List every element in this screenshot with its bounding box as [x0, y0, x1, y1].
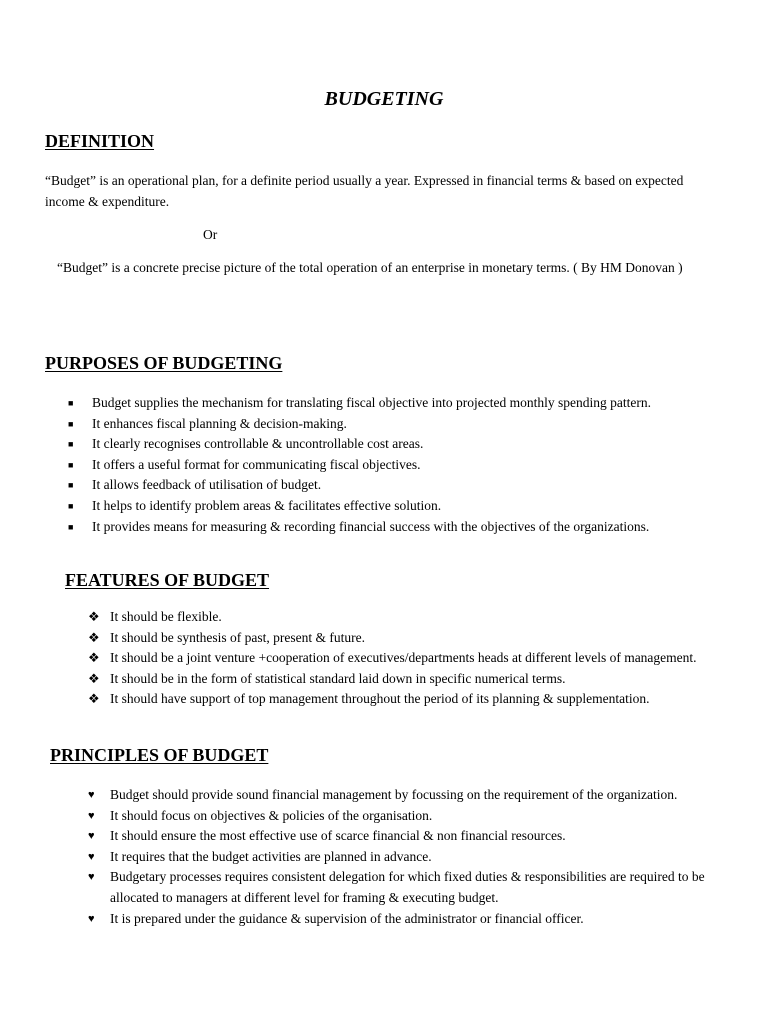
diamond-bullet-icon: ❖: [88, 609, 100, 624]
purposes-heading: PURPOSES OF BUDGETING: [45, 353, 283, 373]
list-item-text: It requires that the budget activities are planned in advance.: [110, 848, 432, 864]
heart-bullet-icon: ♥: [88, 850, 95, 863]
list-item: [68, 434, 748, 455]
diamond-bullet-icon: ❖: [88, 650, 100, 666]
purposes-list: [68, 393, 748, 537]
definition-heading: DEFINITION: [45, 131, 155, 151]
list-item: [88, 847, 728, 868]
square-bullet-icon: ■: [68, 521, 74, 532]
list-item: [88, 648, 728, 669]
list-item: [88, 867, 728, 908]
square-bullet-icon: ■: [68, 500, 74, 511]
list-item-text: It should have support of top management throughout the period of its planning & supplementation.: [110, 691, 650, 707]
list-item: [68, 393, 748, 414]
list-item: [88, 689, 728, 710]
or-text: Or: [203, 227, 218, 242]
diamond-bullet-icon: ❖: [88, 629, 100, 645]
features-list: [88, 607, 728, 710]
list-item-text: Budgetary processes requires consistent delegation for which fixed duties & responsibilities are required to be allocated to managers at different level for framing & executing budget.: [110, 869, 705, 905]
list-item-text: It allows feedback of utilisation of budget.: [92, 477, 322, 493]
heart-bullet-icon: ♥: [88, 912, 95, 925]
features-heading: FEATURES OF BUDGET: [65, 570, 270, 590]
list-item-text: It is prepared under the guidance & supervision of the administrator or financial officer.: [110, 910, 584, 926]
heart-bullet-icon: ♥: [88, 871, 95, 884]
list-item-text: It should ensure the most effective use of scarce financial & non financial resources.: [110, 828, 566, 844]
page-title: BUDGETING: [324, 88, 444, 110]
list-item-text: Budget should provide sound financial management by focussing on the requirement of the organization.: [110, 787, 678, 802]
list-item: [68, 496, 748, 517]
diamond-bullet-icon: ❖: [88, 670, 100, 686]
heart-bullet-icon: ♥: [88, 789, 95, 801]
definition-alt-paragraph: “Budget” is a concrete precise picture of the total operation of an enterprise in monetary terms. ( By HM Donovan ): [57, 260, 683, 275]
list-item: [88, 628, 728, 649]
principles-list: [88, 785, 728, 929]
list-item: [88, 826, 728, 847]
list-item-text: It should be flexible.: [110, 609, 222, 624]
list-item-text: It helps to identify problem areas & facilitates effective solution.: [92, 497, 442, 513]
heart-bullet-icon: ♥: [88, 809, 95, 822]
list-item: [88, 669, 728, 690]
list-item: [88, 909, 728, 930]
list-item: [88, 785, 728, 806]
list-item-text: It enhances fiscal planning & decision-making.: [92, 415, 347, 431]
list-item-text: It should be synthesis of past, present & future.: [110, 629, 365, 645]
list-item-text: It offers a useful format for communicating fiscal objectives.: [92, 456, 421, 472]
list-item: [88, 607, 728, 628]
list-item-text: It should focus on objectives & policies of the organisation.: [110, 807, 433, 823]
list-item-text: It clearly recognises controllable & uncontrollable cost areas.: [92, 436, 424, 452]
square-bullet-icon: ■: [68, 439, 74, 450]
list-item-text: It provides means for measuring & recording financial success with the objectives of the organizations.: [92, 518, 650, 534]
definition-paragraph: “Budget” is an operational plan, for a definite period usually a year. Expressed in financial terms & based on expected income & expenditure.: [45, 173, 684, 209]
list-item-text: It should be in the form of statistical standard laid down in specific numerical terms.: [110, 670, 566, 686]
list-item: [68, 414, 748, 435]
list-item: [68, 517, 748, 538]
heart-bullet-icon: ♥: [88, 830, 95, 843]
list-item: [68, 475, 748, 496]
square-bullet-icon: ■: [68, 480, 74, 491]
square-bullet-icon: ■: [68, 418, 74, 429]
principles-heading: PRINCIPLES OF BUDGET: [50, 745, 269, 765]
diamond-bullet-icon: ❖: [88, 691, 100, 707]
square-bullet-icon: ■: [68, 459, 74, 470]
list-item: [68, 455, 748, 476]
list-item-text: It should be a joint venture +cooperation of executives/departments heads at different levels of management.: [110, 650, 697, 666]
list-item: [88, 806, 728, 827]
square-bullet-icon: ■: [68, 398, 74, 408]
list-item-text: Budget supplies the mechanism for translating fiscal objective into projected monthly spending pattern.: [92, 395, 651, 410]
